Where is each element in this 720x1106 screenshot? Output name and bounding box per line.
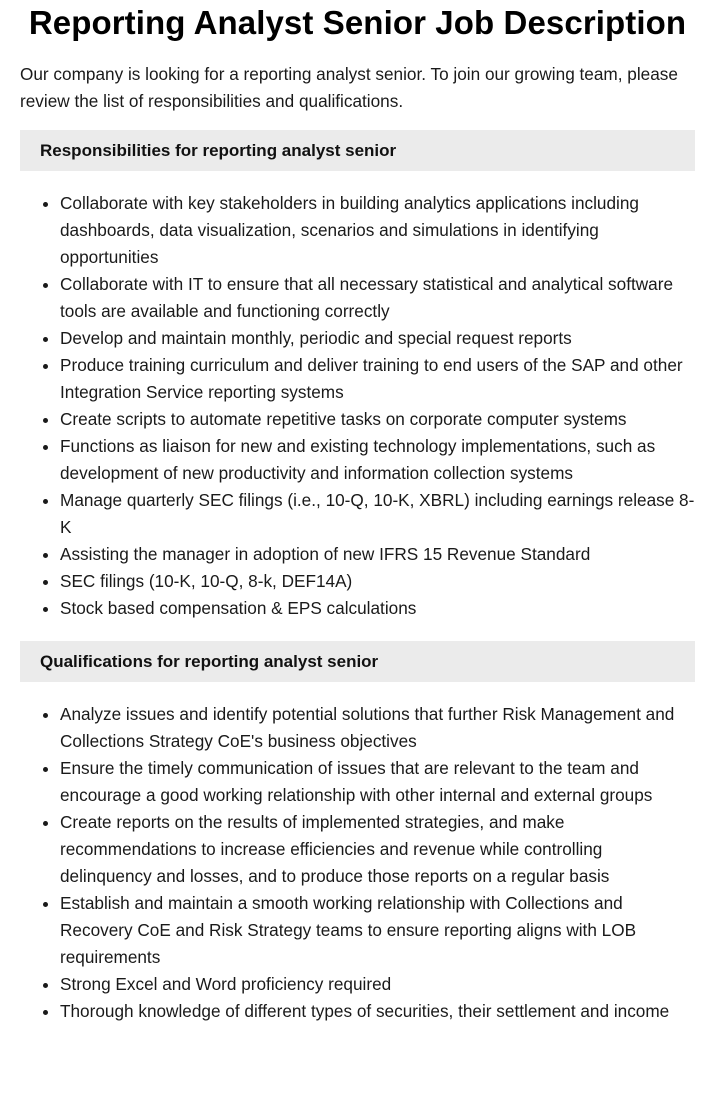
list-item: Develop and maintain monthly, periodic and special request reports <box>60 325 695 352</box>
list-item: Ensure the timely communication of issues that are relevant to the team and encourage a good working relationship with other internal and external groups <box>60 755 695 809</box>
qualifications-list <box>20 701 695 1025</box>
responsibilities-list <box>20 190 695 622</box>
list-item: Manage quarterly SEC filings (i.e., 10-Q, 10-K, XBRL) including earnings release 8-K <box>60 487 695 541</box>
list-item: Create reports on the results of implemented strategies, and make recommendations to increase efficiencies and revenue while controlling delinquency and losses, and to produce those reports on a regular basis <box>60 809 695 890</box>
intro-paragraph: Our company is looking for a reporting analyst senior. To join our growing team, please review the list of responsibilities and qualifications. <box>20 64 678 111</box>
list-item: Analyze issues and identify potential solutions that further Risk Management and Collections Strategy CoE's business objectives <box>60 701 695 755</box>
list-item: Functions as liaison for new and existing technology implementations, such as development of new productivity and information collection systems <box>60 433 695 487</box>
list-item: Collaborate with key stakeholders in building analytics applications including dashboards, data visualization, scenarios and simulations in identifying opportunities <box>60 190 695 271</box>
list-item: Thorough knowledge of different types of securities, their settlement and income <box>60 998 695 1025</box>
list-item: SEC filings (10-K, 10-Q, 8-k, DEF14A) <box>60 568 695 595</box>
list-item: Establish and maintain a smooth working relationship with Collections and Recovery CoE and Risk Strategy teams to ensure reporting aligns with LOB requirements <box>60 890 695 971</box>
list-item: Produce training curriculum and deliver training to end users of the SAP and other Integration Service reporting systems <box>60 352 695 406</box>
list-item: Collaborate with IT to ensure that all necessary statistical and analytical software tools are available and functioning correctly <box>60 271 695 325</box>
list-item: Assisting the manager in adoption of new IFRS 15 Revenue Standard <box>60 541 695 568</box>
list-item: Create scripts to automate repetitive tasks on corporate computer systems <box>60 406 695 433</box>
list-item: Stock based compensation & EPS calculations <box>60 595 695 622</box>
list-item: Strong Excel and Word proficiency required <box>60 971 695 998</box>
page-title: Reporting Analyst Senior Job Description <box>28 4 687 41</box>
section-header-qualifications: Qualifications for reporting analyst senior <box>20 641 695 682</box>
section-header-responsibilities: Responsibilities for reporting analyst senior <box>20 130 695 171</box>
